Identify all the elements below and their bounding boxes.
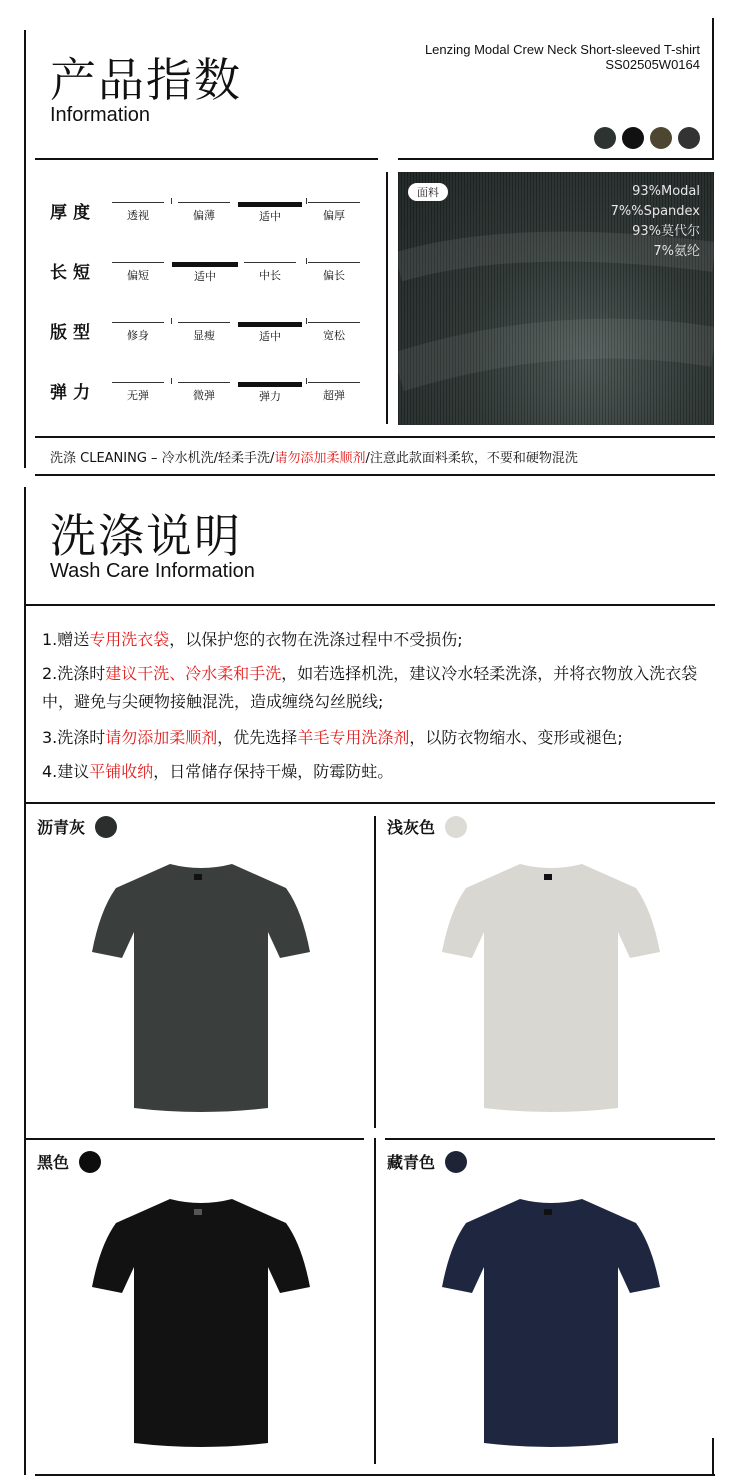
swatch-black[interactable] [622,127,644,149]
tshirt-image-asphalt [90,860,312,1115]
divider [24,604,715,606]
wash-title: 洗涤说明 [50,509,242,563]
divider [35,474,715,476]
divider [35,436,715,438]
frame-line [712,1438,714,1475]
divider [24,802,715,804]
wash-item-2: 2.洗涤时建议干洗、冷水柔和手洗，如若选择机洗，建议冷水轻柔洗涤，并将衣物放入洗衣袋中，避免与尖硬物接触混洗，造成缠绕勾丝脱线; [42,664,698,711]
index-label: 长短 [50,263,96,283]
wash-item-3: 3.洗涤时请勿添加柔顺剂，优先选择羊毛专用洗涤剂，以防衣物缩水、变形或褪色; [42,728,623,747]
index-option: 偏长 [308,262,360,283]
page-subtitle: Information [50,104,151,126]
index-option: 透视 [112,202,164,223]
fabric-image [398,172,714,425]
index-option: 无弹 [112,382,164,403]
tshirt-image-black [90,1195,312,1450]
color-label-light-gray: 浅灰色 [387,815,467,838]
index-option-selected: 弹力 [238,382,302,404]
index-option: 中长 [244,262,296,283]
divider [398,158,714,160]
index-option: 偏短 [112,262,164,283]
index-option: 微弹 [178,382,230,403]
cleaning-note: 洗涤 CLEANING – 冷水机洗/轻柔手洗/请勿添加柔顺剂/注意此款面料柔软，不要和硬物混洗 [50,451,578,466]
index-row-thickness [50,198,370,228]
color-dot [79,1151,101,1173]
index-option: 修身 [112,322,164,343]
index-label: 厚度 [50,203,96,223]
color-label-asphalt: 沥青灰 [37,815,117,838]
index-option: 显瘦 [178,322,230,343]
index-row-fit [50,318,370,348]
color-dot [445,1151,467,1173]
frame-line [712,18,714,158]
fabric-tag: 面料 [408,183,448,201]
frame-line [374,1138,376,1464]
frame-line [24,487,26,817]
wash-subtitle: Wash Care Information [50,560,255,582]
index-row-elasticity [50,378,370,408]
frame-line [24,30,26,468]
index-label: 版型 [50,323,96,343]
product-info [425,42,700,72]
frame-line [386,172,388,424]
index-label: 弹力 [50,383,96,403]
wash-item-4: 4.建议平铺收纳，日常储存保持干燥，防霉防蛀。 [42,762,394,781]
frame-line [374,816,376,1128]
index-option-selected: 适中 [238,202,302,224]
divider [24,1138,364,1140]
swatch-olive[interactable] [650,127,672,149]
tshirt-image-light-gray [440,860,662,1115]
index-option-selected: 适中 [172,262,238,284]
divider [35,158,378,160]
color-label-navy: 藏青色 [387,1150,467,1173]
swatch-dark-gray[interactable] [594,127,616,149]
divider [385,1138,715,1140]
color-dot [95,816,117,838]
color-label-black: 黑色 [37,1150,101,1173]
wash-item-1: 1.赠送专用洗衣袋，以保护您的衣物在洗涤过程中不受损伤; [42,630,463,649]
frame-line [24,816,26,1475]
product-name: Lenzing Modal Crew Neck Short-sleeved T-shirt [424,42,700,57]
tshirt-image-navy [440,1195,662,1450]
color-dot [445,816,467,838]
index-option-selected: 适中 [238,322,302,344]
index-option: 宽松 [308,322,360,343]
page-title: 产品指数 [50,53,242,107]
product-code: SS02505W0164 [605,57,700,72]
index-row-length [50,258,370,288]
color-swatches [594,127,700,149]
fabric-composition: 93%Modal 7%%Spandex 93%莫代尔 7%氨纶 [610,184,700,259]
swatch-charcoal[interactable] [678,127,700,149]
index-option: 偏厚 [308,202,360,223]
index-option: 偏薄 [178,202,230,223]
index-option: 超弹 [308,382,360,403]
